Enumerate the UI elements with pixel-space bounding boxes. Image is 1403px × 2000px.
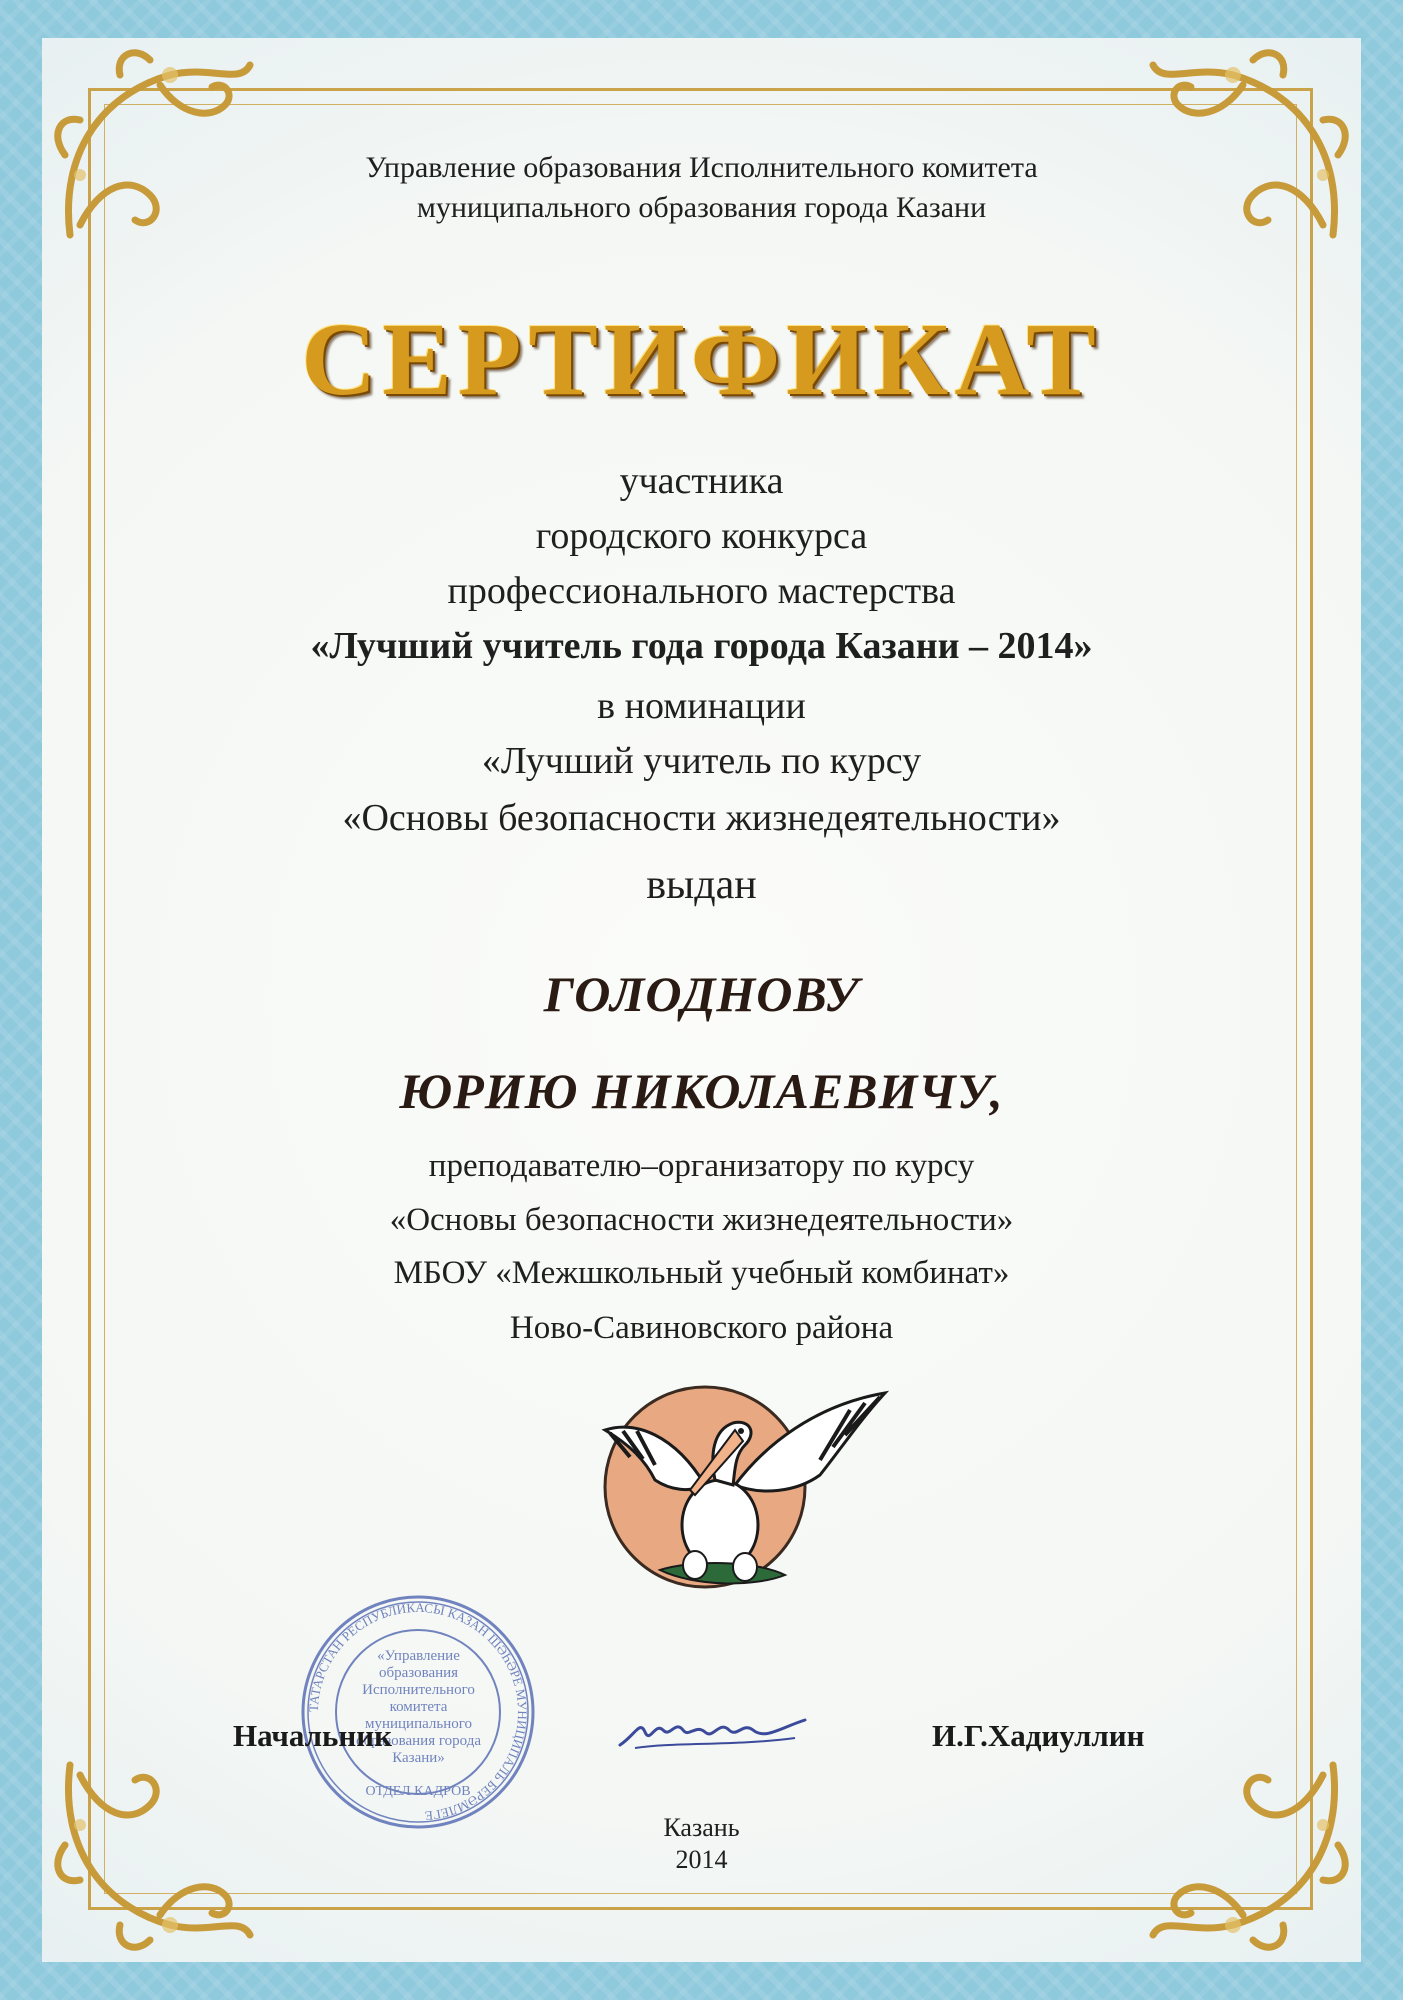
city: Казань [663,1813,740,1842]
official-stamp [296,1590,541,1835]
description-line-4: Ново-Савиновского района [509,1310,894,1346]
nomination-line-2: «Основы безопасности жизнедеятельности» [342,797,1061,839]
stamp-bottom-text: ОТДЕЛ КАДРОВ [365,1784,471,1799]
pelican-logo [595,1375,895,1600]
handwritten-signature [615,1700,815,1760]
body-line-participant: участника [619,460,784,502]
description-line-1: преподавателю–организатору по курсу [428,1148,975,1184]
issued-label: выдан [646,862,757,908]
nomination-line-1: «Лучший учитель по курсу [481,740,922,782]
year: 2014 [675,1845,728,1874]
stamp-center-text: «Управление образования Исполнительного комитета муниципального образования города Казани» [355,1648,481,1766]
contest-name: «Лучший учитель года города Казани – 2014» [310,625,1093,667]
recipient-given-name: ЮРИЮ НИКОЛАЕВИЧУ, [399,1063,1004,1119]
place-and-year [0,1812,1403,1876]
description-line-2: «Основы безопасности жизнедеятельности» [389,1202,1014,1238]
issuer-block [0,148,1403,228]
body-line-nomination-label: в номинации [597,685,806,727]
body-line-contest-type: городского конкурса [535,515,868,557]
issuer-line-1: Управление образования Исполнительного комитета [365,151,1038,184]
signatory-role: Начальник [233,1718,392,1753]
certificate-title: СЕРТИФИКАТ [301,302,1102,417]
description-line-3: МБОУ «Межшкольный учебный комбинат» [393,1255,1010,1291]
stamp-ring-text: ТАТАРСТАН РЕСПУБЛИКАСЫ КАЗАН ШӘҺӘРЕ МУНИЦИПАЛЬ БЕРӘМЛЕГЕ [305,1599,531,1824]
body-line-mastery: профессионального мастерства [447,570,956,612]
signatory-name: И.Г.Хадиуллин [932,1718,1145,1753]
issuer-line-2: муниципального образования города Казани [416,191,987,224]
recipient-surname: ГОЛОДНОВУ [543,966,860,1022]
